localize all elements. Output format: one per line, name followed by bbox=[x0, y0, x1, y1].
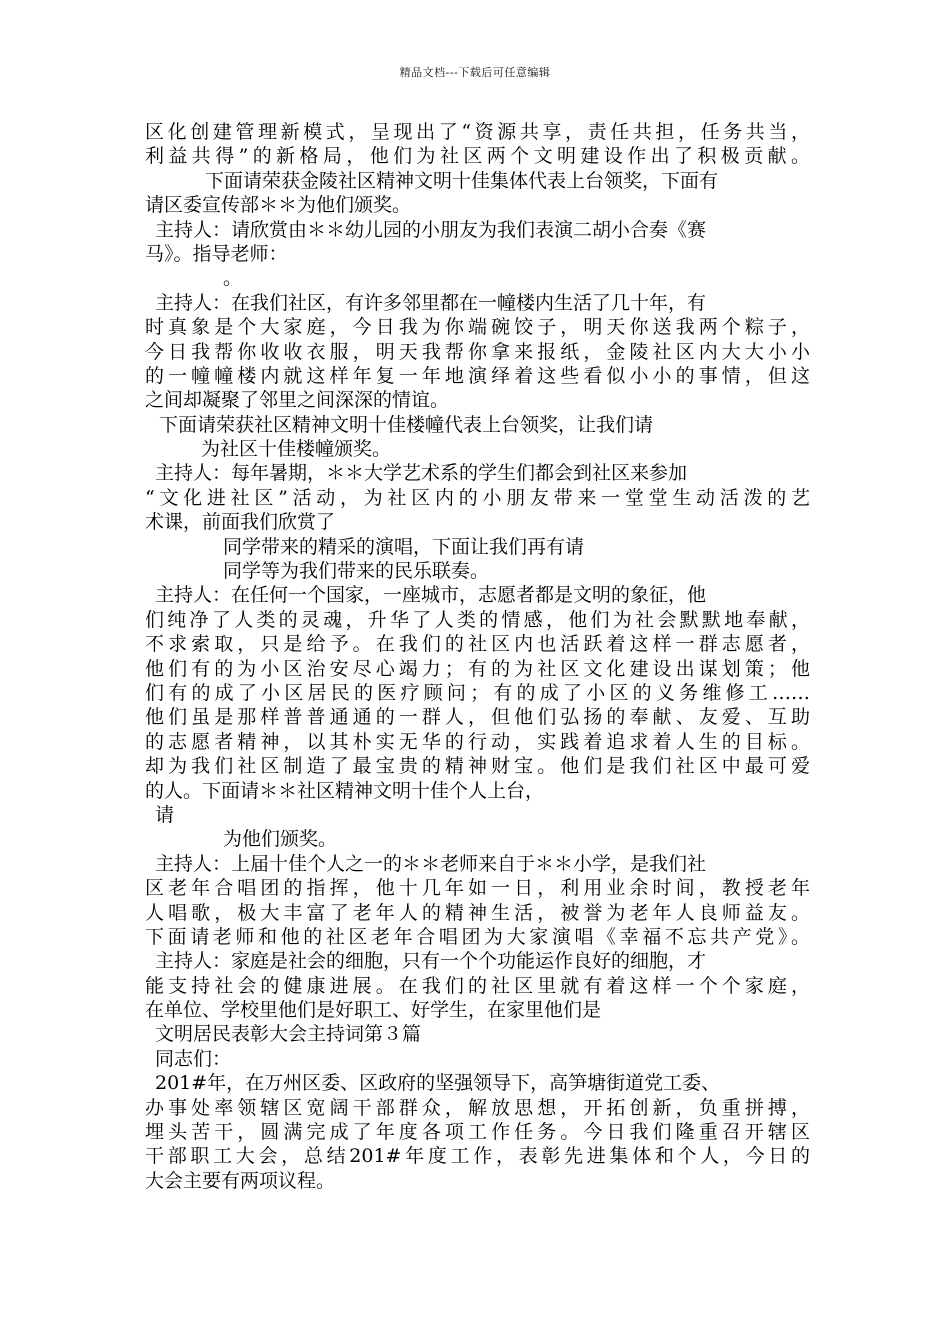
text-line: 时真象是个大家庭，今日我为你端碗饺子，明天你送我两个粽子， bbox=[145, 316, 810, 339]
text-line: 能支持社会的健康进展。在我们的社区里就有着这样一个个家庭， bbox=[145, 974, 810, 997]
text-line: 不求索取，只是给予。在我们的社区内也活跃着这样一群志愿者， bbox=[145, 633, 810, 656]
text-line: 主持人：家庭是社会的细胞，只有一个个功能运作良好的细胞，才 bbox=[155, 950, 707, 973]
page-header: 精品文档---下载后可任意编辑 bbox=[399, 66, 551, 79]
text-line: 请 bbox=[155, 803, 175, 826]
text-line: 们有的成了小区居民的医疗顾问；有的成了小区的义务维修工…… bbox=[145, 681, 810, 704]
text-line: 主持人：在我们社区，有许多邻里都在一幢楼内生活了几十年，有 bbox=[155, 291, 707, 314]
text-line: 人唱歌，极大丰富了老年人的精神生活，被誉为老年人良师益友。 bbox=[145, 901, 810, 924]
text-line: 们纯净了人类的灵魂，升华了人类的情感，他们为社会默默地奉献， bbox=[145, 608, 810, 631]
text-line: 请区委宣传部＊＊为他们颁奖。 bbox=[145, 194, 412, 217]
text-line: 主持人：每年暑期，＊＊大学艺术系的学生们都会到社区来参加 bbox=[155, 462, 688, 485]
text-line: 的一幢幢楼内就这样年复一年地演绎着这些看似小小的事情，但这 bbox=[145, 364, 810, 387]
text-line: 为社区十佳楼幢颁奖。 bbox=[201, 438, 392, 461]
text-line: 主持人：在任何一个国家，一座城市，志愿者都是文明的象征，他 bbox=[155, 584, 707, 607]
text-line: 埋头苦干，圆满完成了年度各项工作任务。今日我们隆重召开辖区 bbox=[145, 1121, 810, 1144]
text-line: 主持人：请欣赏由＊＊幼儿园的小朋友为我们表演二胡小合奏《赛 bbox=[155, 218, 707, 241]
text-line: 却为我们社区制造了最宝贵的精神财宝。他们是我们社区中最可爱 bbox=[145, 755, 810, 778]
text-line: 区化创建管理新模式，呈现出了“资源共享，责任共担，任务共当， bbox=[145, 121, 810, 143]
text-line: 区老年合唱团的指挥，他十几年如一日，利用业余时间，教授老年 bbox=[145, 877, 810, 900]
text-line: 。 bbox=[223, 267, 243, 290]
text-line: 主持人：上届十佳个人之一的＊＊老师来自于＊＊小学，是我们社 bbox=[155, 852, 707, 875]
text-line: 的人。下面请＊＊社区精神文明十佳个人上台， bbox=[145, 779, 545, 802]
text-line: 下面请荣获金陵社区精神文明十佳集体代表上台领奖，下面有 bbox=[205, 169, 719, 192]
text-line: 利益共得”的新格局，他们为社区两个文明建设作出了积极贡献。 bbox=[145, 145, 810, 168]
text-line: 干部职工大会，总结201#年度工作，表彰先进集体和个人，今日的 bbox=[145, 1145, 810, 1168]
text-line: 为他们颁奖。 bbox=[223, 828, 338, 851]
text-line: 大会主要有两项议程。 bbox=[145, 1169, 336, 1192]
text-line: 的志愿者精神，以其朴实无华的行动，实践着追求着人生的目标。 bbox=[145, 730, 810, 753]
document-body bbox=[145, 120, 810, 1193]
text-line: 他们有的为小区治安尽心竭力；有的为社区文化建设出谋划策；他 bbox=[145, 657, 810, 680]
text-line: 同志们： bbox=[155, 1047, 232, 1070]
text-line: 今日我帮你收收衣服，明天我帮你拿来报纸，金陵社区内大大小小 bbox=[145, 340, 810, 363]
text-line: 术课，前面我们欣赏了 bbox=[145, 511, 336, 534]
text-line: 201#年，在万州区委、区政府的坚强领导下，高笋塘街道党工委、 bbox=[155, 1072, 721, 1095]
text-line: 同学等为我们带来的民乐联奏。 bbox=[223, 560, 490, 583]
text-line: “文化进社区”活动，为社区内的小朋友带来一堂堂生动活泼的艺 bbox=[145, 486, 810, 509]
text-line: 同学带来的精采的演唱，下面让我们再有请 bbox=[223, 535, 585, 558]
text-line: 下面请老师和他的社区老年合唱团为大家演唱《幸福不忘共产党》。 bbox=[145, 925, 810, 948]
text-line: 马》。指导老师： bbox=[145, 242, 288, 265]
text-line: 之间却凝聚了邻里之间深深的情谊。 bbox=[145, 389, 450, 412]
text-line: 在单位、学校里他们是好职工、好学生，在家里他们是 bbox=[145, 999, 602, 1022]
section-title: 文明居民表彰大会主持词第３篇 bbox=[155, 1023, 422, 1046]
text-line: 他们虽是那样普普通通的一群人，但他们弘扬的奉献、友爱、互助 bbox=[145, 706, 810, 729]
text-line: 下面请荣获社区精神文明十佳楼幢代表上台领奖，让我们请 bbox=[159, 413, 654, 436]
text-line: 办事处率领辖区宽阔干部群众，解放思想，开拓创新，负重拼搏， bbox=[145, 1096, 810, 1119]
